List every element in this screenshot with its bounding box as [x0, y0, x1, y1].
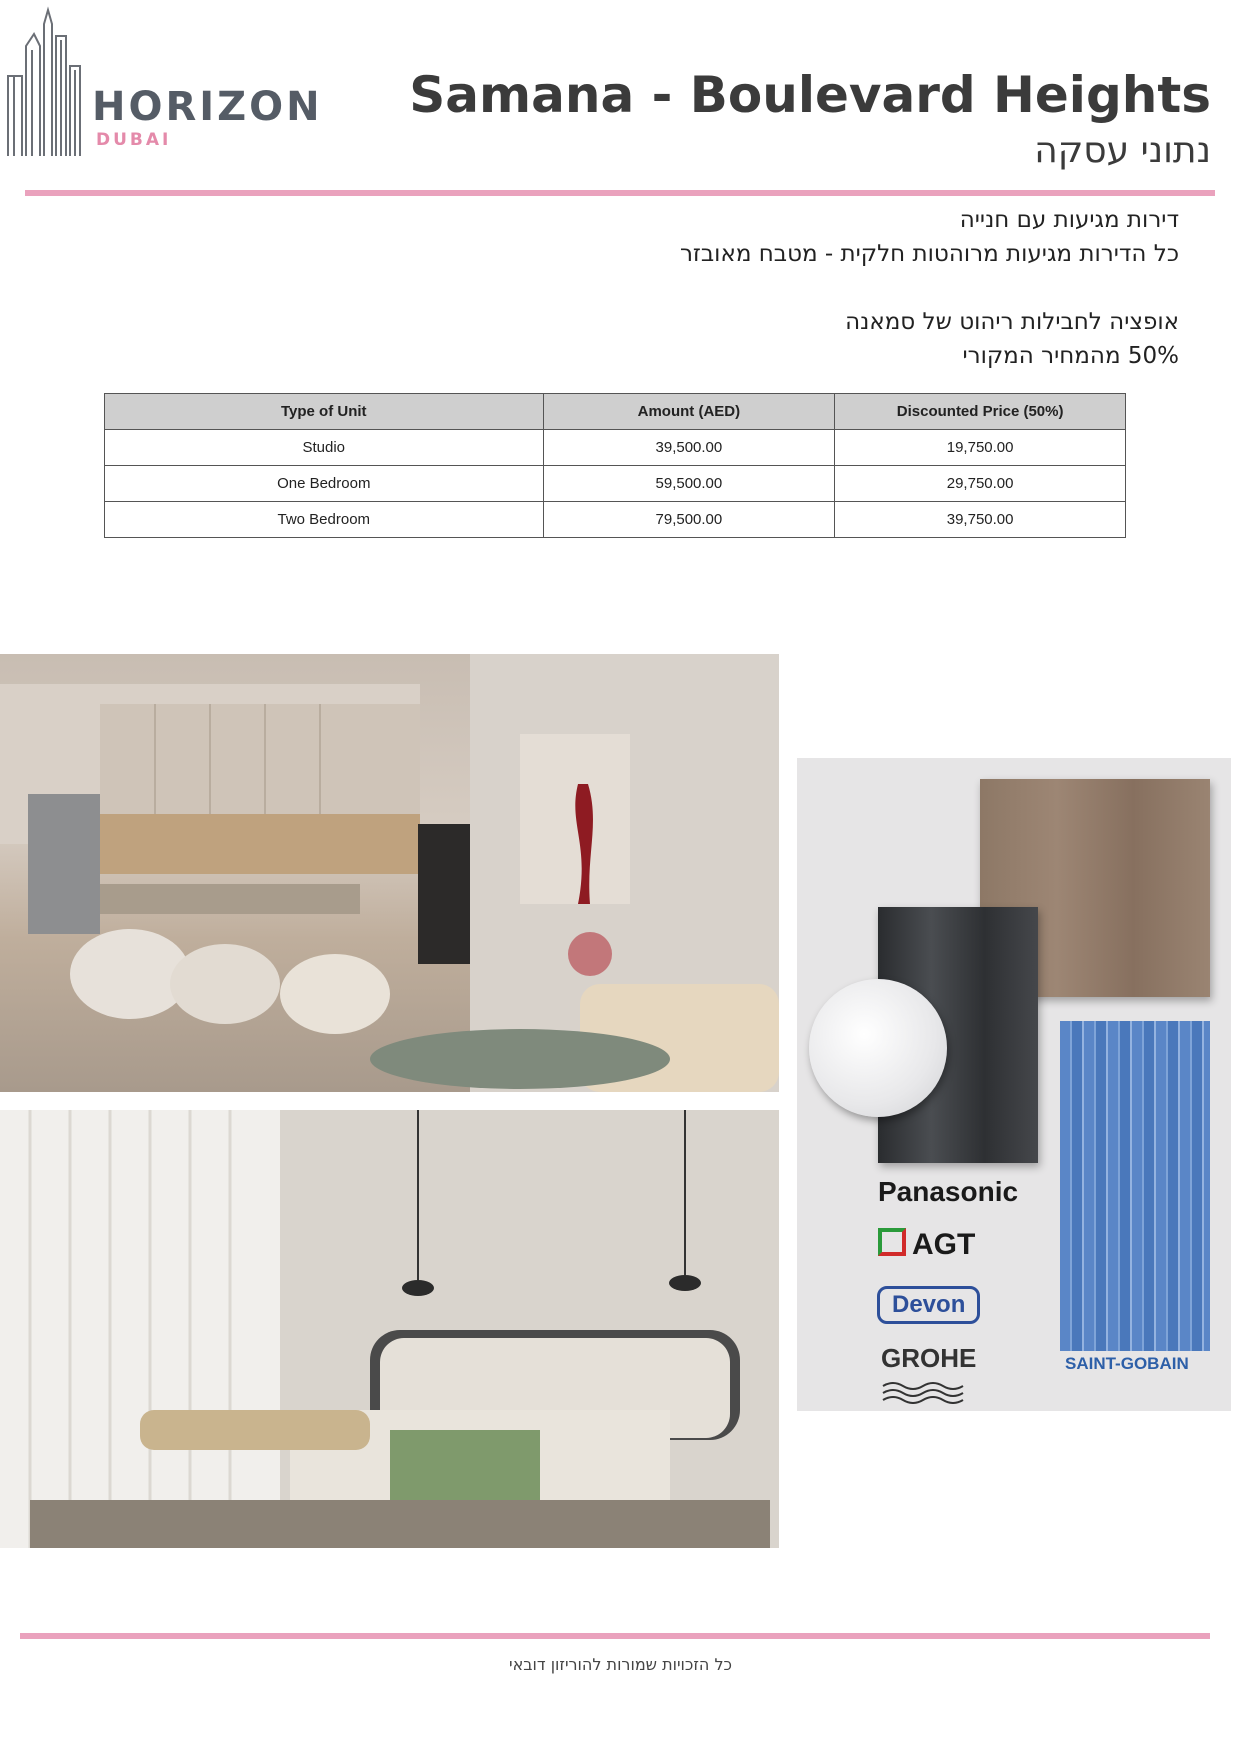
info-line-furniture-option: אופציה לחבילות ריהוט של סמאנה — [845, 309, 1179, 335]
logo-wordmark: HORIZON — [92, 84, 323, 130]
cell-unit-type: One Bedroom — [105, 466, 544, 502]
info-line-discount: 50% מהמחיר המקורי — [962, 343, 1179, 369]
header-divider — [25, 190, 1215, 196]
footer-copyright: כל הזכויות שמורות להוריזון דובאי — [508, 1655, 733, 1674]
brand-agt-logo — [878, 1228, 975, 1262]
brand-panasonic: Panasonic — [878, 1176, 1019, 1207]
info-line-parking: דירות מגיעות עם חנייה — [959, 207, 1179, 233]
grohe-waves-icon — [881, 1380, 976, 1404]
kitchen-living-photo — [0, 654, 779, 1092]
bedroom-photo — [0, 1110, 779, 1548]
footer-divider — [20, 1633, 1210, 1639]
brand-devon: Devon — [877, 1286, 980, 1324]
brand-grohe: GROHE — [881, 1343, 977, 1373]
cell-discounted: 19,750.00 — [835, 430, 1126, 466]
cell-discounted: 39,750.00 — [835, 502, 1126, 538]
column-header-type: Type of Unit — [105, 394, 544, 430]
marble-swatch — [809, 979, 947, 1117]
page-title: Samana - Boulevard Heights — [409, 66, 1211, 124]
cell-amount: 79,500.00 — [543, 502, 835, 538]
table-row — [105, 466, 1126, 502]
cell-unit-type: Two Bedroom — [105, 502, 544, 538]
table-row — [105, 430, 1126, 466]
brand-saint-gobain: SAINT-GOBAIN — [1065, 1354, 1189, 1373]
cell-unit-type: Studio — [105, 430, 544, 466]
page-subtitle: נתוני עסקה — [1034, 130, 1211, 171]
agt-mark-icon — [878, 1228, 906, 1256]
cell-amount: 59,500.00 — [543, 466, 835, 502]
table-header-row — [105, 394, 1126, 430]
cell-discounted: 29,750.00 — [835, 466, 1126, 502]
column-header-amount: Amount (AED) — [543, 394, 835, 430]
glass-facade-swatch — [1060, 1021, 1210, 1351]
table-row — [105, 502, 1126, 538]
brand-agt: AGT — [912, 1228, 976, 1261]
building-skyline-icon — [4, 6, 94, 156]
column-header-discounted: Discounted Price (50%) — [835, 394, 1126, 430]
cell-amount: 39,500.00 — [543, 430, 835, 466]
logo-subtitle: DUBAI — [96, 130, 172, 150]
info-line-furnished: כל הדירות מגיעות מרוהטות חלקית - מטבח מאובזר — [679, 241, 1179, 267]
materials-brand-board — [797, 758, 1231, 1411]
company-logo — [4, 6, 323, 156]
price-table — [104, 393, 1126, 538]
